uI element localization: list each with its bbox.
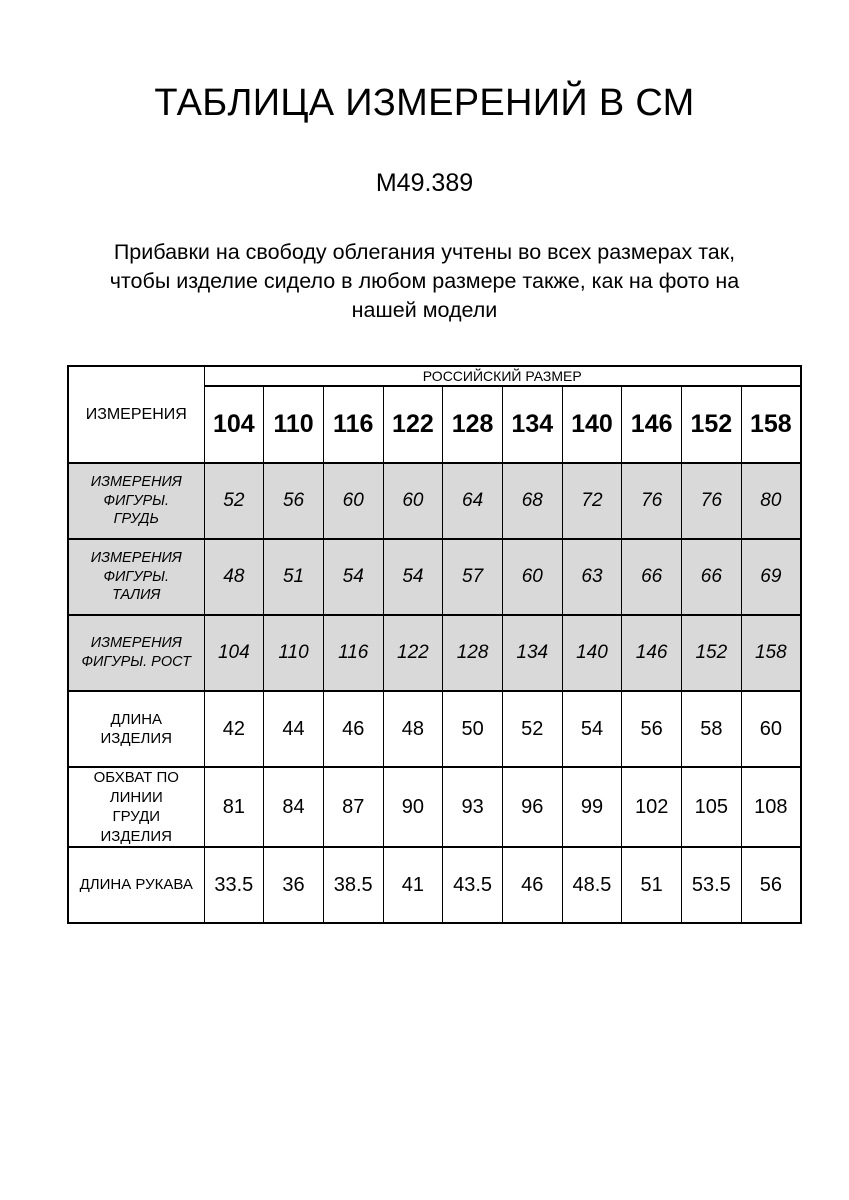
cell-value: 102 — [622, 767, 682, 847]
table-row-chest-girth — [68, 767, 801, 847]
cell-value: 60 — [383, 463, 443, 539]
cell-value: 44 — [264, 691, 324, 767]
size-header: 140 — [562, 386, 622, 463]
cell-value: 54 — [383, 539, 443, 615]
cell-value: 76 — [682, 463, 742, 539]
fit-description: Прибавки на свободу облегания учтены во всех размерах так, чтобы изделие сидело в любом размере также, как на фото на нашей модели — [109, 240, 740, 322]
size-header: 104 — [204, 386, 264, 463]
size-header: 146 — [622, 386, 682, 463]
cell-value: 122 — [383, 615, 443, 691]
row-label: ДЛИНА РУКАВА — [68, 847, 204, 923]
cell-value: 41 — [383, 847, 443, 923]
cell-value: 158 — [741, 615, 801, 691]
row-label: ДЛИНА ИЗДЕЛИЯ — [68, 691, 204, 767]
cell-value: 152 — [682, 615, 742, 691]
cell-value: 66 — [682, 539, 742, 615]
cell-value: 146 — [622, 615, 682, 691]
cell-value: 72 — [562, 463, 622, 539]
size-header: 134 — [502, 386, 562, 463]
cell-value: 43.5 — [443, 847, 503, 923]
cell-value: 69 — [741, 539, 801, 615]
cell-value: 99 — [562, 767, 622, 847]
table-row-body-waist — [68, 539, 801, 615]
cell-value: 48 — [383, 691, 443, 767]
cell-value: 108 — [741, 767, 801, 847]
cell-value: 53.5 — [682, 847, 742, 923]
group-header-row — [68, 366, 801, 386]
cell-value: 66 — [622, 539, 682, 615]
size-header: 122 — [383, 386, 443, 463]
row-label: ИЗМЕРЕНИЯ ФИГУРЫ. РОСТ — [68, 615, 204, 691]
cell-value: 140 — [562, 615, 622, 691]
size-header: 116 — [323, 386, 383, 463]
cell-value: 38.5 — [323, 847, 383, 923]
cell-value: 87 — [323, 767, 383, 847]
cell-value: 110 — [264, 615, 324, 691]
cell-value: 64 — [443, 463, 503, 539]
cell-value: 54 — [562, 691, 622, 767]
cell-value: 52 — [204, 463, 264, 539]
size-header: 158 — [741, 386, 801, 463]
group-header: РОССИЙСКИЙ РАЗМЕР — [204, 366, 801, 386]
page-title: ТАБЛИЦА ИЗМЕРЕНИЙ В СМ — [154, 82, 695, 124]
table-row-body-chest — [68, 463, 801, 539]
cell-value: 60 — [323, 463, 383, 539]
cell-value: 52 — [502, 691, 562, 767]
model-code: М49.389 — [375, 169, 474, 197]
cell-value: 57 — [443, 539, 503, 615]
size-header: 152 — [682, 386, 742, 463]
table-row-item-length — [68, 691, 801, 767]
cell-value: 58 — [682, 691, 742, 767]
cell-value: 51 — [264, 539, 324, 615]
cell-value: 104 — [204, 615, 264, 691]
cell-value: 84 — [264, 767, 324, 847]
cell-value: 80 — [741, 463, 801, 539]
cell-value: 36 — [264, 847, 324, 923]
size-header: 110 — [264, 386, 324, 463]
cell-value: 56 — [741, 847, 801, 923]
cell-value: 48 — [204, 539, 264, 615]
cell-value: 76 — [622, 463, 682, 539]
table-row-body-height — [68, 615, 801, 691]
corner-header: ИЗМЕРЕНИЯ — [68, 366, 204, 463]
cell-value: 56 — [264, 463, 324, 539]
cell-value: 60 — [741, 691, 801, 767]
row-label: ОБХВАТ ПО ЛИНИИ ГРУДИ ИЗДЕЛИЯ — [68, 767, 204, 847]
measurements-table — [67, 365, 802, 924]
cell-value: 96 — [502, 767, 562, 847]
cell-value: 46 — [323, 691, 383, 767]
cell-value: 33.5 — [204, 847, 264, 923]
cell-value: 60 — [502, 539, 562, 615]
cell-value: 51 — [622, 847, 682, 923]
cell-value: 42 — [204, 691, 264, 767]
cell-value: 48.5 — [562, 847, 622, 923]
cell-value: 63 — [562, 539, 622, 615]
cell-value: 128 — [443, 615, 503, 691]
cell-value: 81 — [204, 767, 264, 847]
cell-value: 54 — [323, 539, 383, 615]
row-label: ИЗМЕРЕНИЯ ФИГУРЫ. ГРУДЬ — [68, 463, 204, 539]
cell-value: 105 — [682, 767, 742, 847]
cell-value: 56 — [622, 691, 682, 767]
cell-value: 93 — [443, 767, 503, 847]
cell-value: 50 — [443, 691, 503, 767]
cell-value: 68 — [502, 463, 562, 539]
size-header: 128 — [443, 386, 503, 463]
table-row-sleeve-length — [68, 847, 801, 923]
cell-value: 46 — [502, 847, 562, 923]
cell-value: 90 — [383, 767, 443, 847]
cell-value: 134 — [502, 615, 562, 691]
cell-value: 116 — [323, 615, 383, 691]
row-label: ИЗМЕРЕНИЯ ФИГУРЫ. ТАЛИЯ — [68, 539, 204, 615]
